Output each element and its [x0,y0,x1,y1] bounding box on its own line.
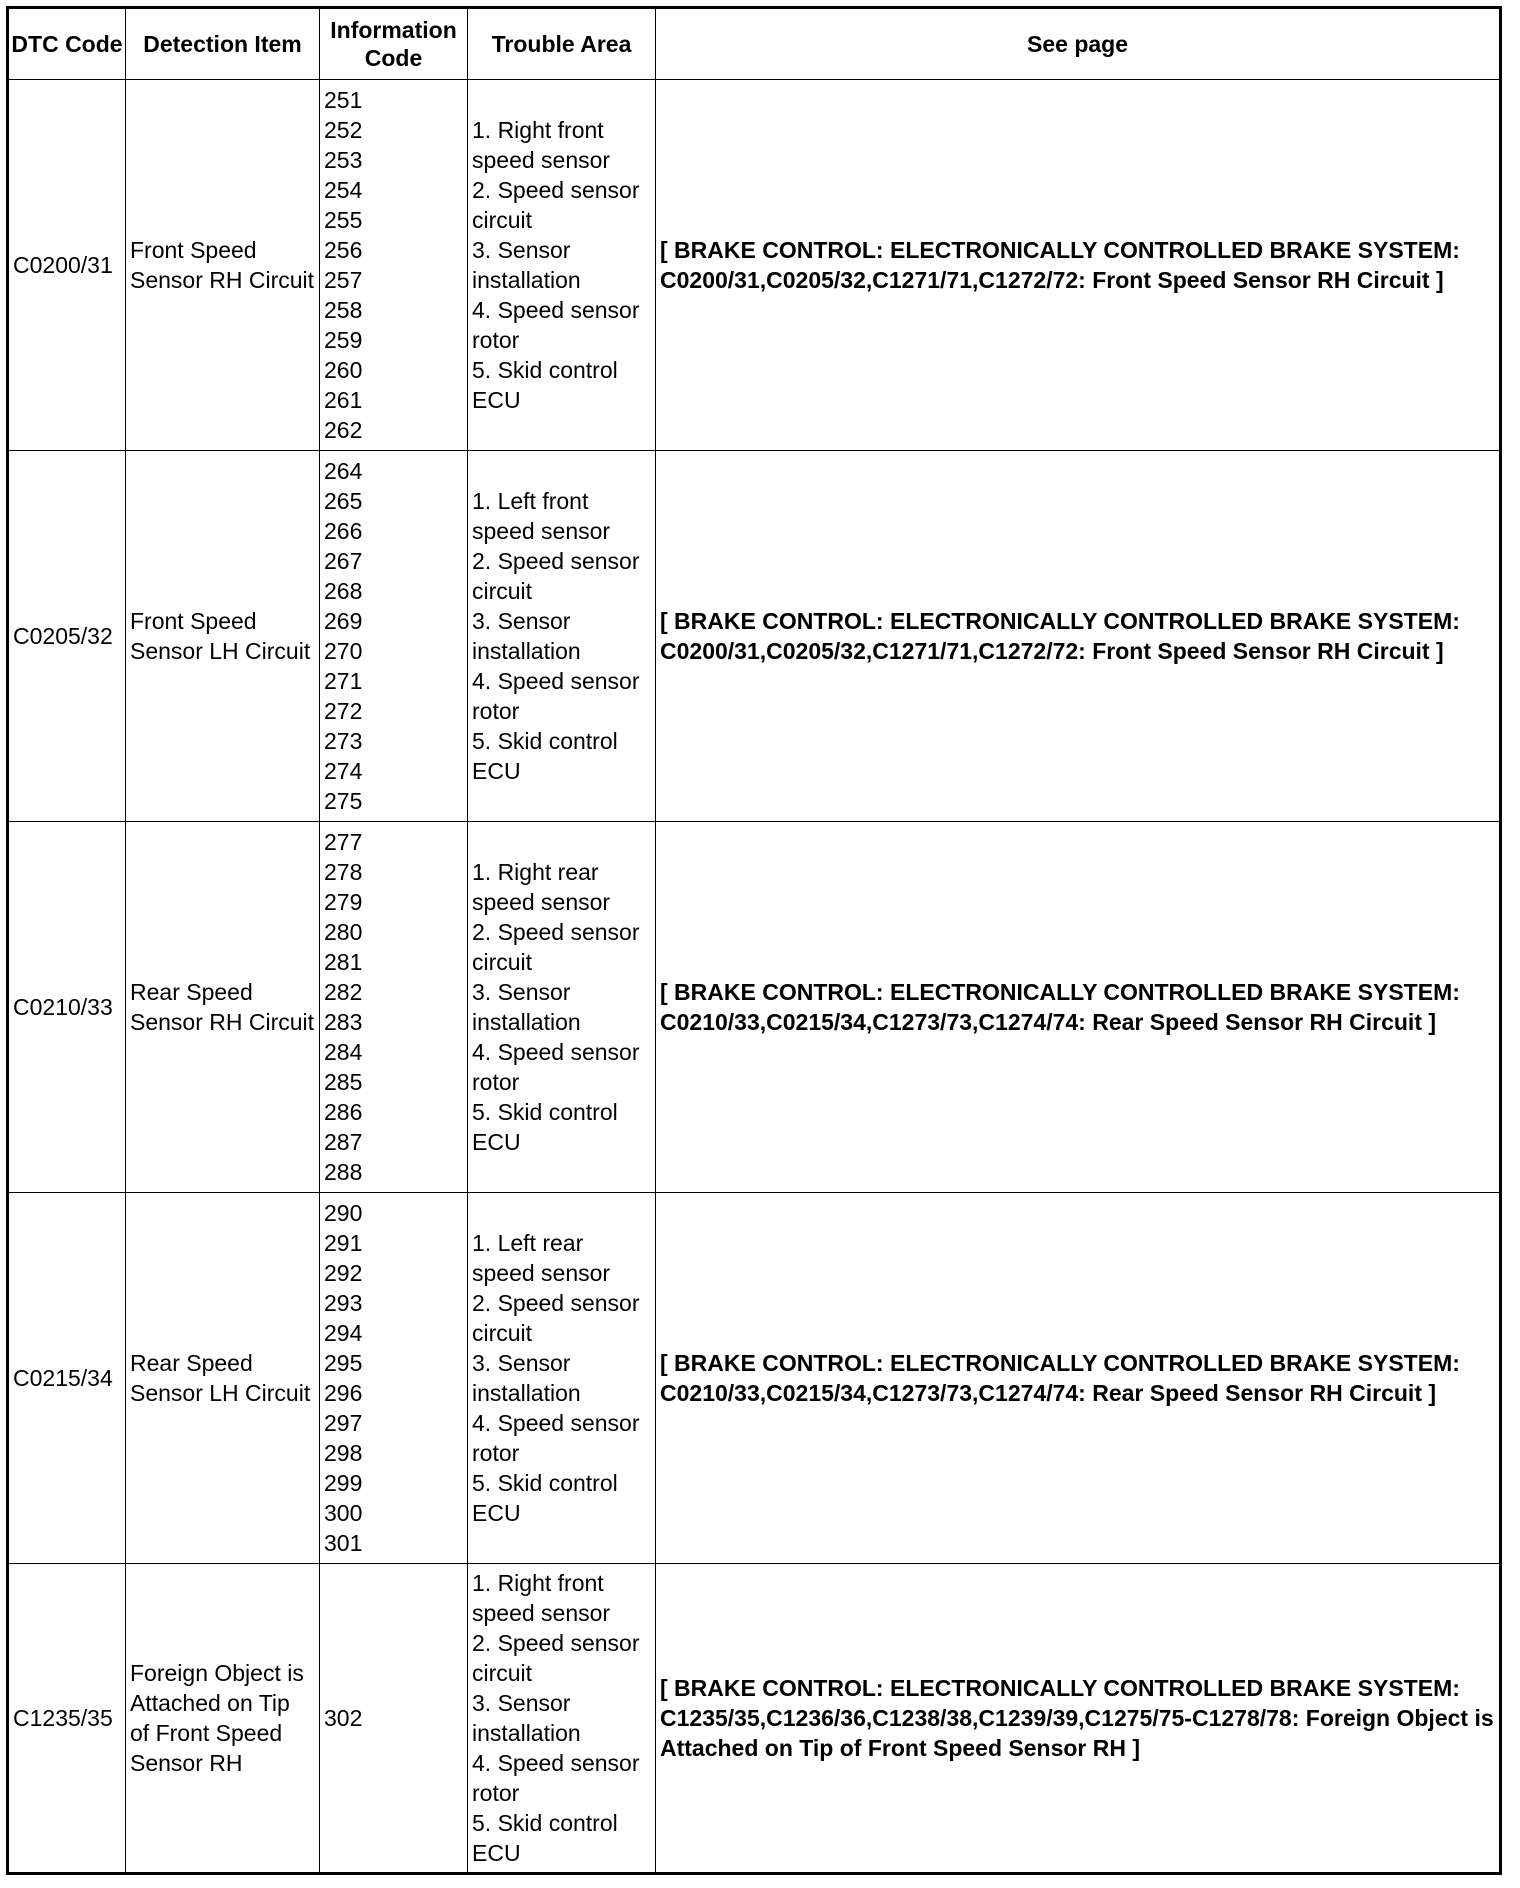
trouble-area-item: 3. Sensor installation [472,1690,581,1746]
trouble-areas [468,1193,656,1564]
information-code: 272 [324,698,363,724]
information-code: 299 [324,1470,363,1496]
information-code: 258 [324,297,363,323]
see-page-reference: [ BRAKE CONTROL: ELECTRONICALLY CONTROLLED BRAKE SYSTEM: C0210/33,C0215/34,C1273/73,C1274/74: Rear Speed Sensor RH Circuit ] [656,1193,1501,1564]
information-code: 296 [324,1380,363,1406]
information-code: 298 [324,1440,363,1466]
table-row [8,451,1501,822]
trouble-area-item: 4. Speed sensor rotor [472,668,640,724]
trouble-area-item: 3. Sensor installation [472,1350,581,1406]
see-page-reference: [ BRAKE CONTROL: ELECTRONICALLY CONTROLLED BRAKE SYSTEM: C1235/35,C1236/36,C1238/38,C1239/39,C1275/75-C1278/78: Foreign Object is Attached on Tip of Front Speed Sensor RH ] [656,1564,1501,1874]
detection-item: Rear Speed Sensor LH Circuit [126,1193,320,1564]
trouble-areas [468,451,656,822]
information-code: 264 [324,458,363,484]
information-code: 287 [324,1129,363,1155]
information-codes [320,1193,468,1564]
see-page-reference: [ BRAKE CONTROL: ELECTRONICALLY CONTROLLED BRAKE SYSTEM: C0210/33,C0215/34,C1273/73,C1274/74: Rear Speed Sensor RH Circuit ] [656,822,1501,1193]
information-code: 261 [324,387,363,413]
trouble-area-item: 1. Right rear speed sensor [472,859,611,915]
header-trouble-area: Trouble Area [468,8,656,80]
trouble-area-item: 1. Right front speed sensor [472,117,611,173]
information-code: 282 [324,979,363,1005]
information-code: 300 [324,1500,363,1526]
information-code: 262 [324,417,363,443]
information-code: 256 [324,237,363,263]
information-code: 302 [324,1705,363,1731]
trouble-area-item: 2. Speed sensor circuit [472,1290,640,1346]
information-code: 297 [324,1410,363,1436]
header-dtc-code: DTC Code [8,8,126,80]
information-code: 295 [324,1350,363,1376]
trouble-area-item: 3. Sensor installation [472,608,581,664]
trouble-area-item: 5. Skid control ECU [472,728,618,784]
header-information-code: Information Code [320,8,468,80]
trouble-area-item: 4. Speed sensor rotor [472,1039,640,1095]
detection-item: Front Speed Sensor LH Circuit [126,451,320,822]
trouble-area-item: 1. Left front speed sensor [472,488,611,544]
information-code: 284 [324,1039,363,1065]
information-code: 280 [324,919,363,945]
information-code: 265 [324,488,363,514]
information-code: 283 [324,1009,363,1035]
trouble-area-item: 1. Left rear speed sensor [472,1230,611,1286]
information-code: 294 [324,1320,363,1346]
information-code: 275 [324,788,363,814]
information-code: 274 [324,758,363,784]
information-code: 277 [324,829,363,855]
information-codes [320,822,468,1193]
information-code: 293 [324,1290,363,1316]
trouble-area-item: 4. Speed sensor rotor [472,1410,640,1466]
table-row [8,1193,1501,1564]
information-code: 259 [324,327,363,353]
information-code: 281 [324,949,363,975]
information-code: 291 [324,1230,363,1256]
table-row [8,822,1501,1193]
table-row [8,80,1501,451]
information-code: 251 [324,87,363,113]
header-detection-item: Detection Item [126,8,320,80]
information-code: 266 [324,518,363,544]
information-code: 279 [324,889,363,915]
information-code: 285 [324,1069,363,1095]
trouble-area-item: 4. Speed sensor rotor [472,1750,640,1806]
information-code: 267 [324,548,363,574]
table-body [8,80,1501,1874]
trouble-area-item: 5. Skid control ECU [472,357,618,413]
detection-item: Rear Speed Sensor RH Circuit [126,822,320,1193]
trouble-area-item: 2. Speed sensor circuit [472,919,640,975]
information-code: 255 [324,207,363,233]
information-code: 286 [324,1099,363,1125]
trouble-area-item: 3. Sensor installation [472,237,581,293]
information-code: 271 [324,668,363,694]
see-page-reference: [ BRAKE CONTROL: ELECTRONICALLY CONTROLLED BRAKE SYSTEM: C0200/31,C0205/32,C1271/71,C1272/72: Front Speed Sensor RH Circuit ] [656,451,1501,822]
trouble-area-item: 2. Speed sensor circuit [472,177,640,233]
trouble-areas [468,80,656,451]
information-code: 301 [324,1530,363,1556]
information-code: 278 [324,859,363,885]
information-code: 253 [324,147,363,173]
header-row [8,8,1501,80]
information-code: 254 [324,177,363,203]
trouble-area-item: 5. Skid control ECU [472,1470,618,1526]
information-code: 273 [324,728,363,754]
information-codes [320,80,468,451]
trouble-area-item: 5. Skid control ECU [472,1099,618,1155]
information-code: 270 [324,638,363,664]
information-code: 268 [324,578,363,604]
information-code: 269 [324,608,363,634]
trouble-area-item: 4. Speed sensor rotor [472,297,640,353]
detection-item: Foreign Object is Attached on Tip of Front Speed Sensor RH [126,1564,320,1874]
information-code: 290 [324,1200,363,1226]
table-header [8,8,1501,80]
information-code: 257 [324,267,363,293]
dtc-code: C0210/33 [8,822,126,1193]
information-code: 288 [324,1159,363,1185]
dtc-code: C0205/32 [8,451,126,822]
information-code: 252 [324,117,363,143]
detection-item: Front Speed Sensor RH Circuit [126,80,320,451]
trouble-area-item: 5. Skid control ECU [472,1810,618,1866]
trouble-area-item: 1. Right front speed sensor [472,1570,611,1626]
header-see-page: See page [656,8,1501,80]
trouble-area-item: 2. Speed sensor circuit [472,548,640,604]
trouble-area-item: 3. Sensor installation [472,979,581,1035]
table-row [8,1564,1501,1874]
trouble-areas [468,1564,656,1874]
dtc-code: C0200/31 [8,80,126,451]
information-codes [320,451,468,822]
dtc-table [6,6,1502,1875]
dtc-code: C0215/34 [8,1193,126,1564]
information-codes [320,1564,468,1874]
trouble-areas [468,822,656,1193]
information-code: 292 [324,1260,363,1286]
see-page-reference: [ BRAKE CONTROL: ELECTRONICALLY CONTROLLED BRAKE SYSTEM: C0200/31,C0205/32,C1271/71,C1272/72: Front Speed Sensor RH Circuit ] [656,80,1501,451]
dtc-code: C1235/35 [8,1564,126,1874]
trouble-area-item: 2. Speed sensor circuit [472,1630,640,1686]
information-code: 260 [324,357,363,383]
